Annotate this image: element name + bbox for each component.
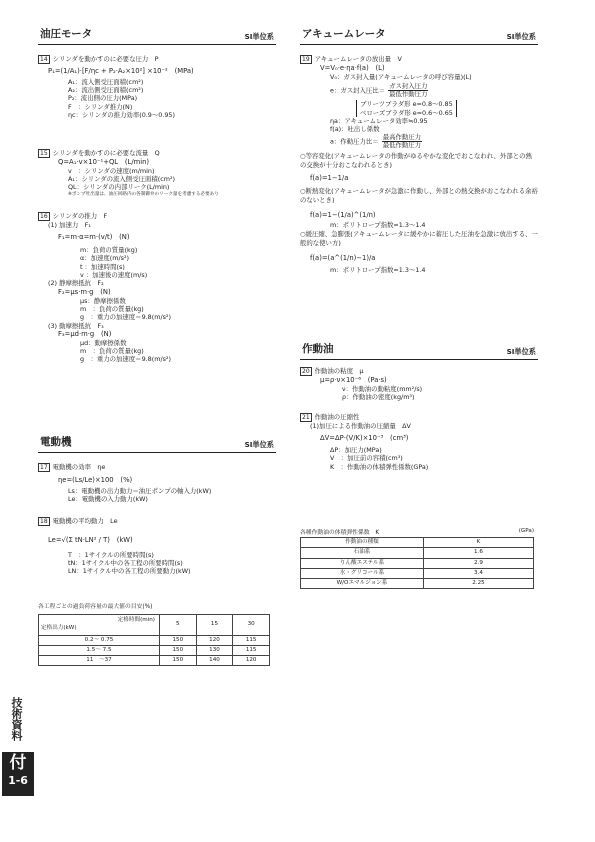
- overload-table-caption: 各工程ごとの過負荷容量の最大値の目安(%): [38, 604, 153, 610]
- item-20: 20 作動油の粘度 μ μ=ρ·ν×10⁻⁶ (Pa·s) ν：作動油の動粘度(mm²/s) ρ：作動油の密度(kg/m³): [300, 367, 538, 401]
- bulk-modulus-table-caption: 各種作動油の体積弾性係数 K: [300, 530, 380, 536]
- table-row: 0.2～ 0.75 150 120 115: [39, 635, 270, 645]
- formula-16-2: F₂=μs·m·g (N): [58, 287, 111, 296]
- overload-table-block: [38, 604, 276, 666]
- item-16: 16 シリンダの推力 F (1) 加速力 F₁ F₁=m·α=m·(v/t) (N) m：負荷の質量(kg) α：加速度(m/s²) t ：加速時間(s) v ：加速後の速度(m/s) (2) 静摩擦抵抗 F₂ F₂=μs·m·g (N) μs：静摩擦係数 m ：負荷の質量(kg) g ：重力の加速度＝9.8(m/s²) (3) 動摩擦抵抗 F₃ F₃=μd·m·g (N) μd：動摩擦係数 m ：負荷の質量(kg) g ：重力の加速度＝9.8(m/s²): [38, 212, 276, 364]
- table-header-row: 作動油の種類 K: [301, 538, 534, 548]
- table-row: W/Oエマルジョン系 2.25: [301, 579, 534, 589]
- appendix-badge: 付 1-6: [2, 752, 34, 796]
- item-14: 14 シリンダを動かすのに必要な圧力 P P₁=(1/A₁)·[F/ηc + P₂·A₂×10²] ×10⁻² (MPa) A₁：流入側受圧面積(cm²) A₂：流出側受圧面積(cm²) P₂：流出側の圧力(MPa) F ：シリンダ推力(N) ηc：シリンダの推力効率(0.9～0.95): [38, 55, 276, 119]
- overload-table: [38, 614, 270, 667]
- formula-17: ηe=(Ls/Le)×100 (%): [58, 476, 133, 484]
- section-header-hydraulic-oil: 作動油 SI単位系: [300, 343, 538, 360]
- item-17: 17 電動機の効率 ηe ηe=(Ls/Le)×100 (%) Ls：電動機の出力動力＝油圧ポンプの軸入力(kW) Le：電動機の入力動力(kW): [38, 463, 276, 503]
- defs-14: A₁：流入側受圧面積(cm²) A₂：流出側受圧面積(cm²) P₂：流出側の圧力(MPa) F ：シリンダ推力(N) ηc：シリンダの推力効率(0.9～0.95): [68, 77, 175, 120]
- table-row: 11 ～37 150 140 120: [39, 656, 270, 666]
- note-15: ※ポンプ吐出量は、油圧回路内の各制御弁のリーク量を考慮する必要あり: [68, 191, 219, 197]
- item-21: 21 作動油の圧縮性 (1)加圧による作動油の圧縮量 ΔV ΔV=ΔP·(V/K)×10⁻³ (cm³) ΔP：加圧力(MPa) V ：加圧前の容積(cm³) K ：作動油の体積弾性係数(GPa): [300, 413, 538, 471]
- formula-19: V=V₀·e·ηa·f(a) (L): [320, 64, 385, 72]
- table-row: 石油系 1.6: [301, 548, 534, 558]
- side-label: 技術資料: [10, 697, 23, 741]
- formula-16-3: F₃=μd·m·g (N): [58, 329, 112, 338]
- formula-slow-compression: f(a)=(a^(1/n)−1)/a: [310, 254, 376, 263]
- section-header-accumulator: アキュームレータ SI単位系: [300, 28, 538, 45]
- formula-18: Le=√(Σ tN·LN² / T) (kW): [48, 536, 133, 544]
- section-header-hydraulic-motor: 油圧モータ SI単位系: [38, 28, 276, 45]
- section-header-electric-motor: 電動機 SI単位系: [38, 436, 276, 453]
- item-18: 18 電動機の平均動力 Le Le=√(Σ tN·LN² / T) (kW) T ：1サイクルの所要時間(s) tN：1サイクル中の各工程の所要時間(s) LN：1サイクル中の各工程の所要動力(kW): [38, 517, 276, 576]
- bulk-modulus-table: [300, 537, 534, 589]
- table-header-row: 定格時間(min) 定格出力(kW) 5 15 30: [39, 614, 270, 635]
- formula-16-1: F₁=m·α=m·(v/t) (N): [58, 233, 130, 242]
- formula-14: P₁=(1/A₁)·[F/ηc + P₂·A₂×10²] ×10⁻² (MPa): [48, 67, 194, 75]
- table-row: りん酸エステル系 2.9: [301, 558, 534, 568]
- table-row: 1.5～ 7.5 150 130 115: [39, 645, 270, 655]
- bulk-modulus-table-block: 各種作動油の体積弾性係数 K (GPa) 作動油の種類 K 石油系 1.6 りん酸エステル系 2.9 水・グリコール系 3.4 W/Oエマルジョン系 2.25: [300, 528, 538, 589]
- formula-15: Q=A₁·v×10⁻¹+QL (L/min): [58, 158, 150, 166]
- defs-15: v ：シリンダの速度(m/min) A₁：シリンダの流入側受圧面積(cm²) QL：シリンダの内部リーク(L/min): [68, 166, 176, 192]
- table-row: 水・グリコール系 3.4: [301, 568, 534, 578]
- formula-20: μ=ρ·ν×10⁻⁶ (Pa·s): [320, 376, 387, 384]
- formula-adiabatic: f(a)=1−(1/a)^(1/n): [310, 210, 376, 219]
- item-19: 19 アキュームレータの放出量 V V=V₀·e·ηa·f(a) (L) V₀：ガス封入量(アキュームレータの呼び容量)(L) e：ガス封入圧比＝ $\frac{\text{ガス封入圧力}}{\text{最低作動圧力}}$ ブリーツブラダ形 e=0.8～0.85 ベローズブラダ形 e=0.6～0.65 ηa：アキュームレータ効率≒0.95 f(a)：吐出し係数 a：作動圧力比＝ $\frac{\text{最高作動圧力}}{\text{最低作動圧力}}$ ○等容変化(アキュームレータの作動がゆるやかな変化でおこなわれ、外部との熱の交換が十分おこなわれるとき) f(a)=1−1/a ○断熱変化(アキュームレータが急激に作動し、外部との熱交換がおこなわれる余裕のないとき) f(a)=1−(1/a)^(1/n) m：ポリトロープ指数=1.3～1.4 ○緩圧縮、急膨張(アキュームレータに緩やかに蓄圧した圧油を急激に放出する、一般的な使い方) f(a)=(a^(1/n)−1)/a m：ポリトロープ指数=1.3～1.4: [300, 55, 538, 275]
- formula-isochoric: f(a)=1−1/a: [310, 174, 349, 183]
- item-15: 15 シリンダを動かすのに必要な流量 Q Q=A₁·v×10⁻¹+QL (L/min) v ：シリンダの速度(m/min) A₁：シリンダの流入側受圧面積(cm²) QL：シリンダの内部リーク(L/min) ※ポンプ吐出量は、油圧回路内の各制御弁のリーク量を考慮する必要あり: [38, 149, 276, 198]
- formula-21: ΔV=ΔP·(V/K)×10⁻³ (cm³): [320, 434, 409, 443]
